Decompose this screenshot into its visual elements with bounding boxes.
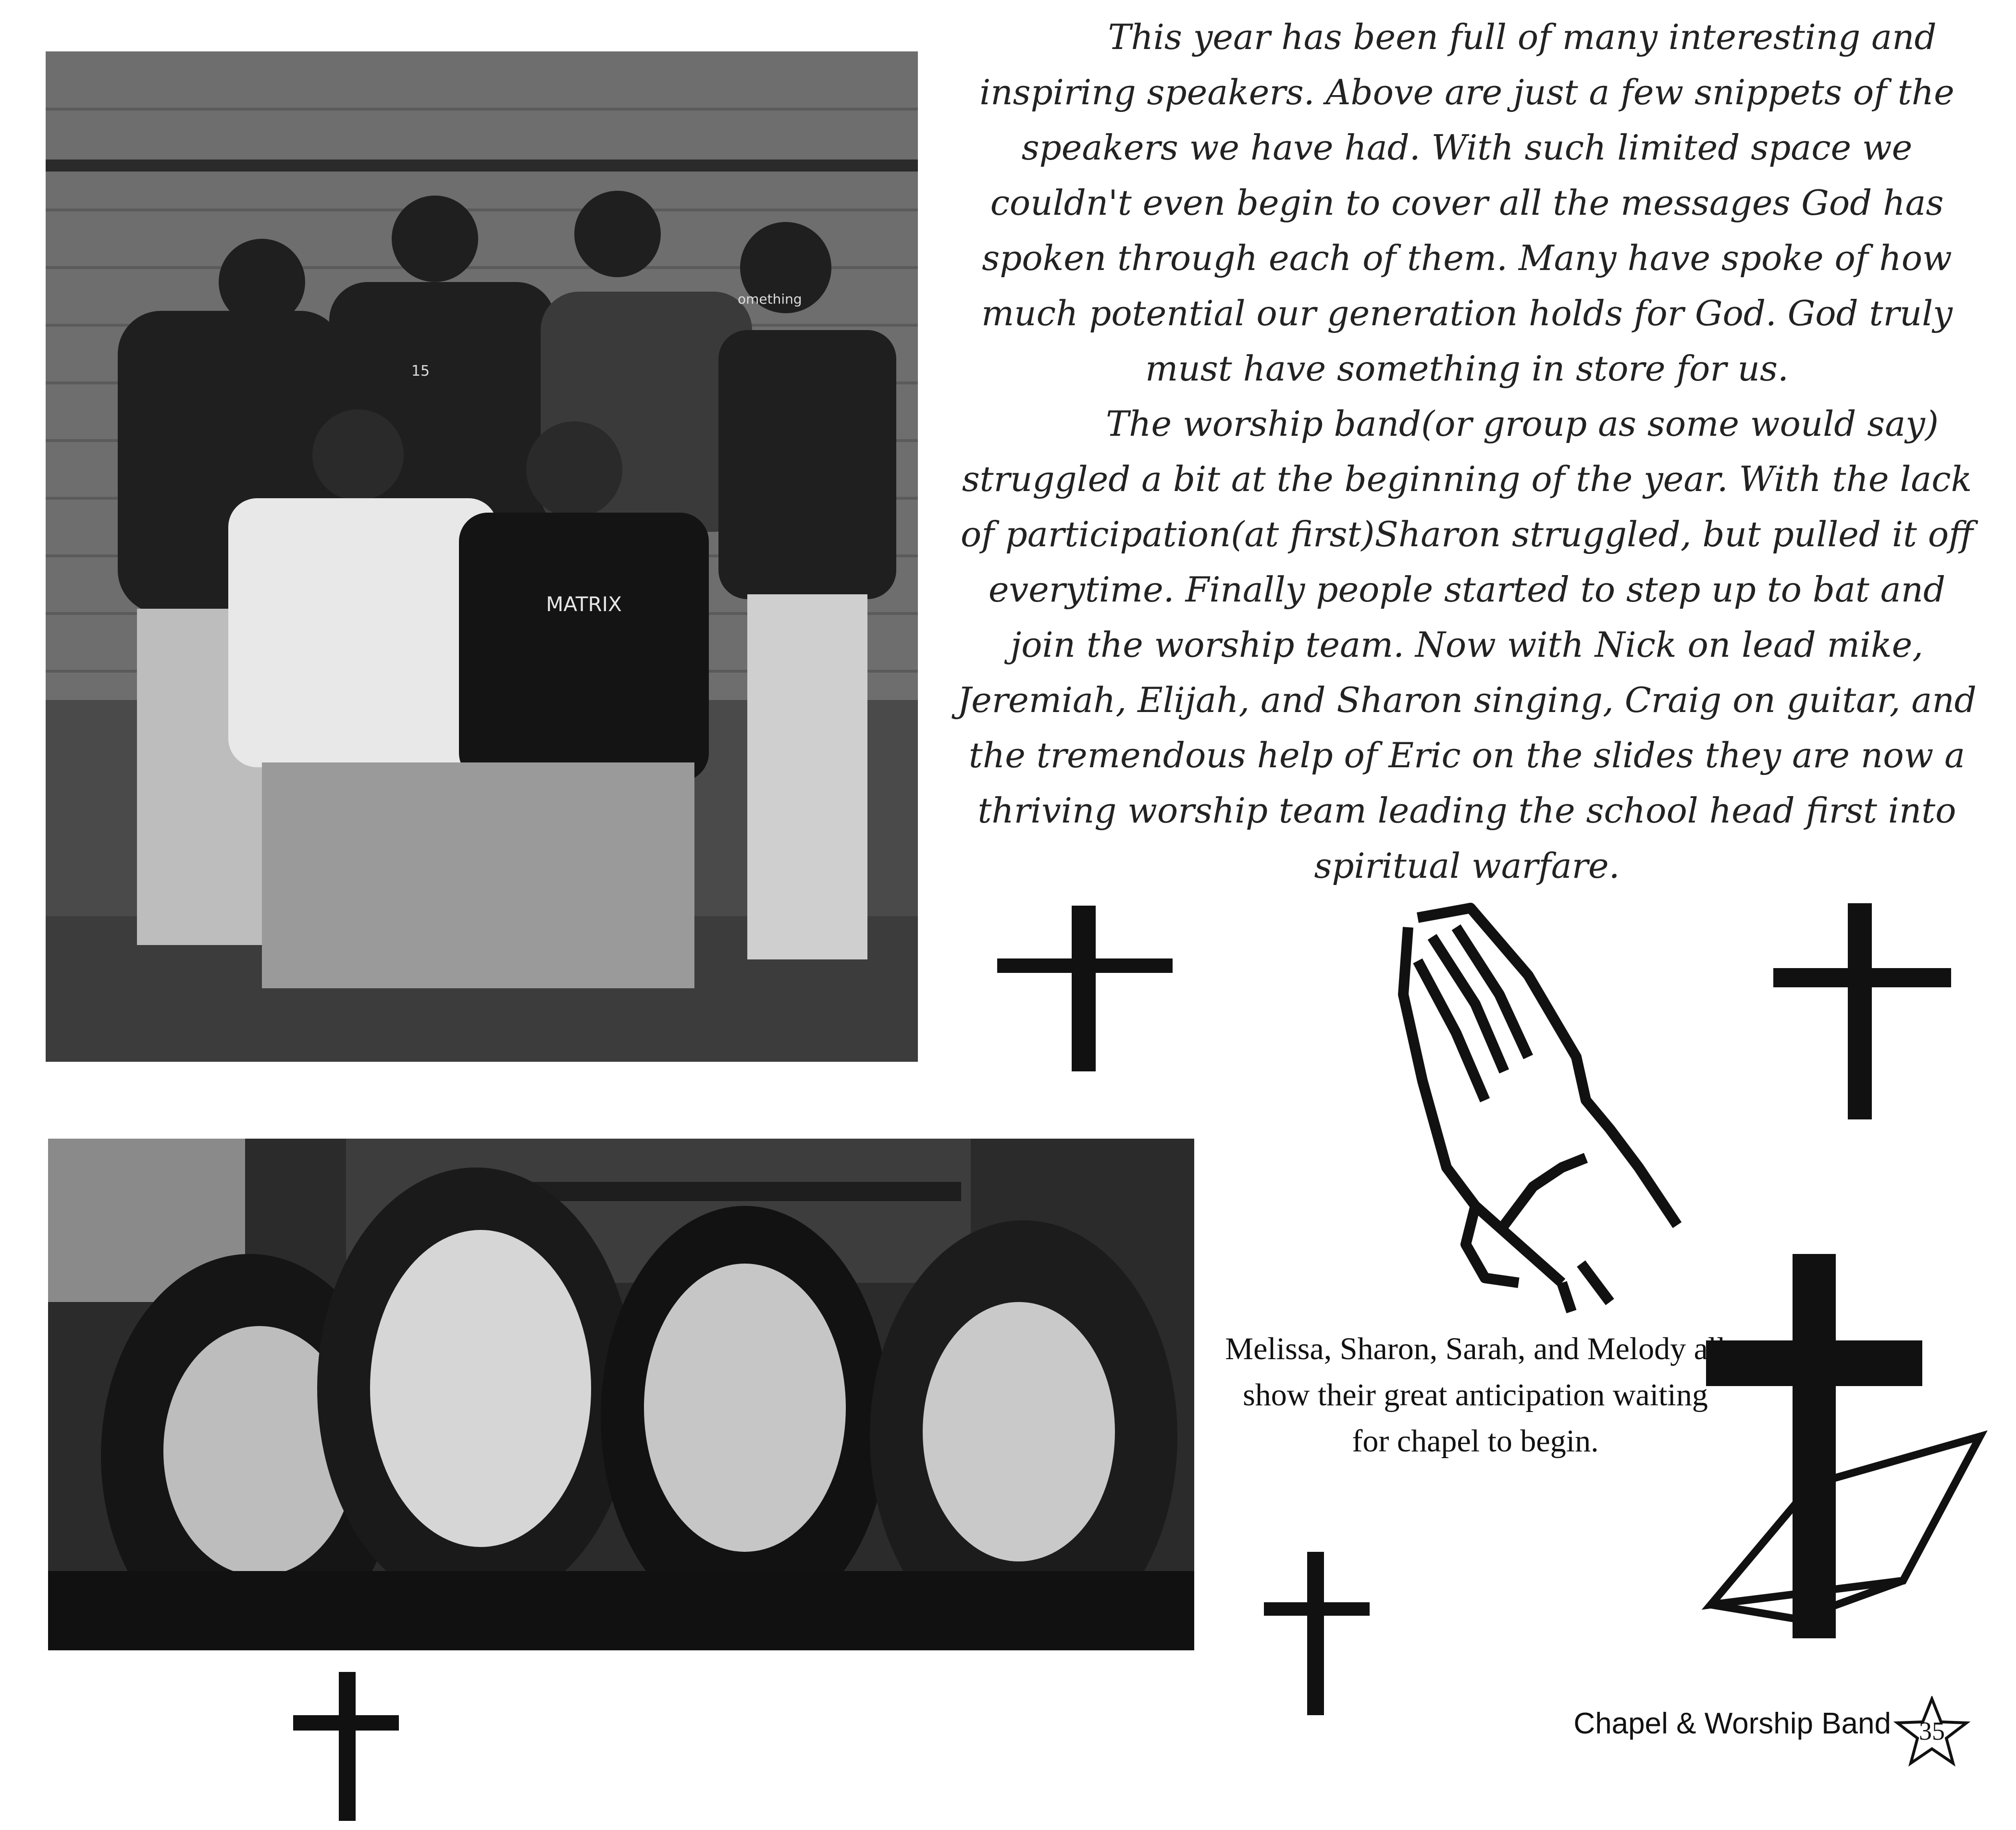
- page-number-star: [1893, 1696, 1970, 1768]
- praying-hands-icon: [1360, 898, 1696, 1316]
- cross-with-bible-icon: [1701, 1244, 1990, 1643]
- page-footer: [1490, 1696, 1970, 1754]
- matrix-shirt-text: MATRIX: [546, 592, 622, 616]
- page-number: 35: [1919, 1717, 1945, 1745]
- cross-icon: [1769, 898, 1956, 1124]
- shirt-logo-text: omething: [738, 291, 802, 307]
- chapel-girls-photo: [48, 1139, 1194, 1650]
- chapel-girls-photo-art: [48, 1139, 1194, 1650]
- cross-icon: [990, 898, 1177, 1076]
- sweater-number: 15: [411, 363, 430, 380]
- worship-band-photo-art: [46, 51, 918, 1062]
- cross-icon: [288, 1667, 404, 1826]
- section-title: Chapel & Worship Band: [1573, 1707, 1891, 1740]
- speakers-article: [956, 10, 1978, 903]
- worship-band-paragraph: The worship band(or group as some would say) struggled a bit at the beginning of the year. With the lack of participation(at first)Sharon struggled, but pulled it off everytime. Finally people started to step up to bat and join the worship team. Now with Nick on lead mike, Jeremiah, Elijah, and Sharon singing, Craig on guitar, and the tremendous help of Eric on the slides they are now a thriving worship team leading the school head first into spiritual warfare.: [957, 404, 1977, 886]
- speakers-paragraph: This year has been full of many interesting and inspiring speakers. Above are just a few snippets of the speakers we have had. With such limited space we couldn't even begin to cover all the messages God has spoken through each of them. Many have spoke of how much potential our generation holds for God. God truly must have something in store for us.: [979, 17, 1954, 389]
- worship-band-photo: [46, 51, 918, 1062]
- cross-icon: [1259, 1547, 1374, 1720]
- photo-caption: Melissa, Sharon, Sarah, and Melody all show their great anticipation waiting for chapel to begin.: [1225, 1331, 1726, 1459]
